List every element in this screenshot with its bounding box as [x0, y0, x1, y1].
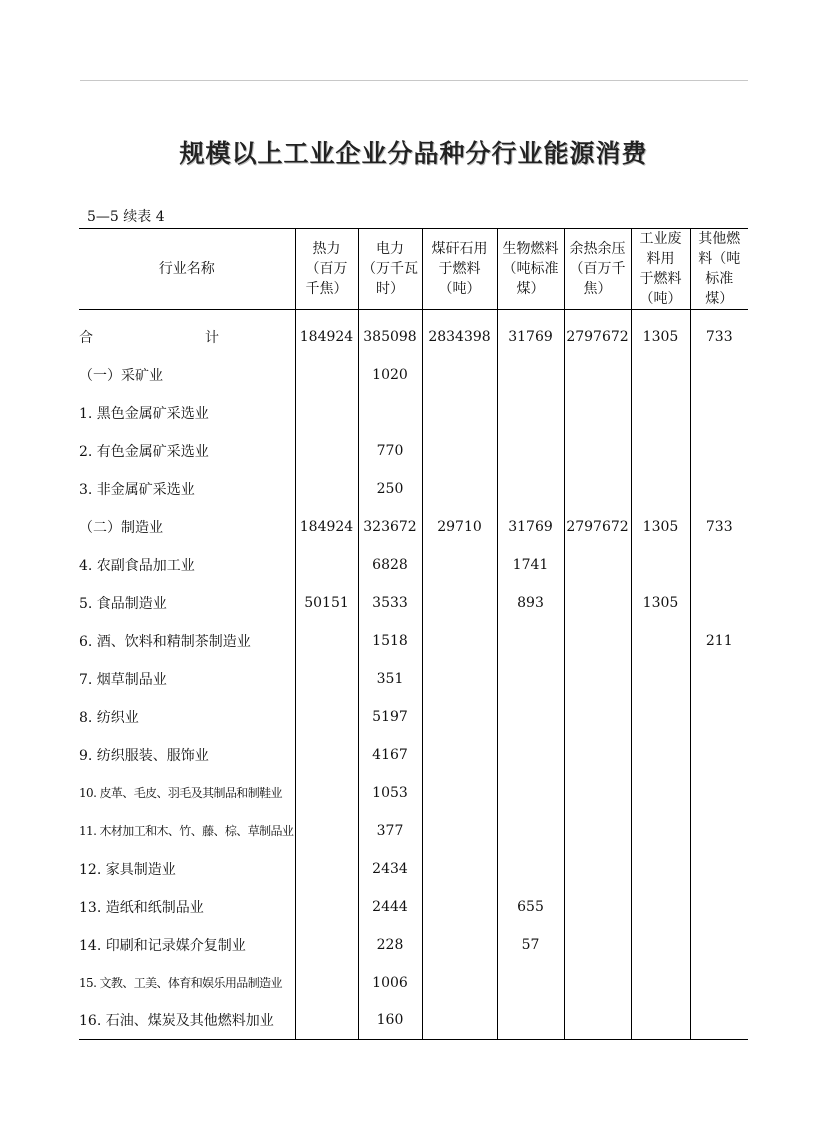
cell-electricity: 2434 [358, 850, 422, 888]
cell-waste-heat [564, 812, 631, 850]
cell-biofuel: 31769 [497, 508, 564, 546]
cell-other-fuel [690, 394, 748, 432]
cell-industrial-waste [631, 812, 690, 850]
header-biofuel: 生物燃料 （吨标准 煤） [497, 229, 564, 310]
industry-name: 15. 文教、工美、体育和娱乐用品制造业 [79, 976, 282, 990]
cell-biofuel [497, 470, 564, 508]
cell-electricity: 1006 [358, 964, 422, 1002]
cell-industrial-waste [631, 660, 690, 698]
table-row [79, 736, 748, 774]
cell-waste-heat [564, 660, 631, 698]
cell-heat [295, 774, 358, 812]
cell-industrial-waste: 1305 [631, 584, 690, 622]
header-coal-gangue: 煤矸石用 于燃料 （吨） [422, 229, 497, 310]
cell-coal-gangue: 29710 [422, 508, 497, 546]
cell-waste-heat [564, 1002, 631, 1040]
cell-coal-gangue [422, 660, 497, 698]
total-waste-heat: 2797672 [564, 310, 631, 356]
industry-name: 11. 木材加工和木、竹、藤、棕、草制品业 [79, 824, 294, 838]
cell-industrial-waste [631, 850, 690, 888]
cell-electricity: 6828 [358, 546, 422, 584]
cell-waste-heat [564, 470, 631, 508]
table-row [79, 470, 748, 508]
cell-heat [295, 736, 358, 774]
cell-waste-heat [564, 850, 631, 888]
industry-name: 6. 酒、饮料和精制茶制造业 [79, 633, 251, 650]
cell-biofuel: 57 [497, 926, 564, 964]
cell-heat [295, 394, 358, 432]
energy-consumption-table [79, 228, 748, 1040]
cell-waste-heat [564, 888, 631, 926]
cell-coal-gangue [422, 432, 497, 470]
cell-other-fuel [690, 356, 748, 394]
cell-other-fuel [690, 470, 748, 508]
header-industry: 行业名称 [79, 229, 295, 310]
cell-heat [295, 356, 358, 394]
cell-electricity: 323672 [358, 508, 422, 546]
cell-electricity: 1020 [358, 356, 422, 394]
cell-other-fuel: 733 [690, 508, 748, 546]
cell-coal-gangue [422, 774, 497, 812]
table-row [79, 508, 748, 546]
cell-coal-gangue [422, 546, 497, 584]
cell-waste-heat [564, 432, 631, 470]
industry-name: （一）采矿业 [79, 367, 163, 384]
cell-industrial-waste [631, 964, 690, 1002]
cell-waste-heat [564, 356, 631, 394]
total-coal-gangue: 2834398 [422, 310, 497, 356]
cell-other-fuel [690, 774, 748, 812]
total-row [79, 310, 748, 356]
cell-other-fuel [690, 926, 748, 964]
cell-heat [295, 1002, 358, 1040]
table-row [79, 622, 748, 660]
cell-electricity: 2444 [358, 888, 422, 926]
cell-biofuel [497, 736, 564, 774]
cell-heat [295, 888, 358, 926]
cell-coal-gangue [422, 964, 497, 1002]
cell-coal-gangue [422, 584, 497, 622]
industry-name: 10. 皮革、毛皮、羽毛及其制品和制鞋业 [79, 786, 282, 800]
cell-coal-gangue [422, 470, 497, 508]
industry-name: 3. 非金属矿采选业 [79, 481, 195, 498]
industry-name: （二）制造业 [79, 519, 163, 536]
cell-other-fuel: 211 [690, 622, 748, 660]
header-industrial-waste: 工业废 料用 于燃料 （吨） [631, 229, 690, 310]
cell-industrial-waste: 1305 [631, 508, 690, 546]
cell-coal-gangue [422, 812, 497, 850]
total-electricity: 385098 [358, 310, 422, 356]
cell-other-fuel [690, 1002, 748, 1040]
table-row [79, 546, 748, 584]
header-heat: 热力 （百万 千焦） [295, 229, 358, 310]
cell-other-fuel [690, 812, 748, 850]
cell-electricity: 770 [358, 432, 422, 470]
total-biofuel: 31769 [497, 310, 564, 356]
cell-electricity: 351 [358, 660, 422, 698]
cell-heat [295, 850, 358, 888]
cell-biofuel: 893 [497, 584, 564, 622]
cell-coal-gangue [422, 850, 497, 888]
cell-other-fuel [690, 584, 748, 622]
cell-industrial-waste [631, 926, 690, 964]
industry-name: 12. 家具制造业 [79, 861, 176, 878]
cell-waste-heat [564, 698, 631, 736]
industry-name: 16. 石油、煤炭及其他燃料加业 [79, 1002, 295, 1040]
cell-other-fuel [690, 888, 748, 926]
cell-other-fuel [690, 660, 748, 698]
cell-electricity: 250 [358, 470, 422, 508]
table-number: 5—5 续表 4 [87, 209, 165, 225]
cell-waste-heat [564, 736, 631, 774]
cell-coal-gangue [422, 736, 497, 774]
cell-heat [295, 546, 358, 584]
cell-other-fuel [690, 964, 748, 1002]
cell-industrial-waste [631, 774, 690, 812]
cell-biofuel [497, 850, 564, 888]
table-row [79, 660, 748, 698]
industry-name: 2. 有色金属矿采选业 [79, 443, 209, 460]
table-row [79, 888, 748, 926]
cell-biofuel: 1741 [497, 546, 564, 584]
cell-industrial-waste [631, 432, 690, 470]
cell-heat [295, 622, 358, 660]
table-row [79, 926, 748, 964]
cell-coal-gangue [422, 356, 497, 394]
cell-industrial-waste [631, 394, 690, 432]
table-row [79, 584, 748, 622]
cell-other-fuel [690, 546, 748, 584]
industry-name: 13. 造纸和纸制品业 [79, 899, 204, 916]
page-title: 规模以上工业企业分品种分行业能源消费 [179, 139, 648, 168]
cell-other-fuel [690, 736, 748, 774]
cell-waste-heat: 2797672 [564, 508, 631, 546]
cell-electricity: 4167 [358, 736, 422, 774]
cell-waste-heat [564, 394, 631, 432]
industry-name: 14. 印刷和记录媒介复制业 [79, 937, 246, 954]
cell-waste-heat [564, 584, 631, 622]
cell-heat: 184924 [295, 508, 358, 546]
table-row [79, 432, 748, 470]
cell-electricity: 160 [358, 1002, 422, 1040]
table-row [79, 356, 748, 394]
cell-other-fuel [690, 432, 748, 470]
cell-electricity: 377 [358, 812, 422, 850]
cell-biofuel [497, 1002, 564, 1040]
cell-electricity [358, 394, 422, 432]
cell-coal-gangue [422, 888, 497, 926]
cell-electricity: 3533 [358, 584, 422, 622]
cell-industrial-waste [631, 356, 690, 394]
cell-heat [295, 964, 358, 1002]
cell-electricity: 1053 [358, 774, 422, 812]
top-divider [80, 80, 748, 81]
cell-heat [295, 470, 358, 508]
table-row [79, 698, 748, 736]
table-row [79, 850, 748, 888]
cell-biofuel [497, 698, 564, 736]
cell-heat: 50151 [295, 584, 358, 622]
industry-name: 5. 食品制造业 [79, 595, 167, 612]
cell-biofuel [497, 622, 564, 660]
table-row [79, 774, 748, 812]
cell-industrial-waste [631, 698, 690, 736]
cell-electricity: 5197 [358, 698, 422, 736]
cell-biofuel [497, 394, 564, 432]
industry-name: 9. 纺织服装、服饰业 [79, 747, 209, 764]
cell-biofuel [497, 964, 564, 1002]
cell-coal-gangue [422, 1002, 497, 1040]
cell-industrial-waste [631, 470, 690, 508]
cell-biofuel: 655 [497, 888, 564, 926]
total-heat: 184924 [295, 310, 358, 356]
cell-industrial-waste [631, 736, 690, 774]
cell-electricity: 228 [358, 926, 422, 964]
cell-industrial-waste [631, 546, 690, 584]
total-industrial-waste: 1305 [631, 310, 690, 356]
table-row [79, 812, 748, 850]
cell-heat [295, 432, 358, 470]
header-electricity: 电力 （万千瓦 时） [358, 229, 422, 310]
cell-waste-heat [564, 546, 631, 584]
cell-heat [295, 698, 358, 736]
cell-waste-heat [564, 926, 631, 964]
cell-biofuel [497, 432, 564, 470]
cell-biofuel [497, 774, 564, 812]
cell-heat [295, 926, 358, 964]
cell-biofuel [497, 356, 564, 394]
header-row [79, 229, 748, 310]
cell-other-fuel [690, 698, 748, 736]
cell-heat [295, 660, 358, 698]
cell-waste-heat [564, 964, 631, 1002]
cell-waste-heat [564, 774, 631, 812]
cell-industrial-waste [631, 1002, 690, 1040]
cell-industrial-waste [631, 622, 690, 660]
cell-biofuel [497, 812, 564, 850]
industry-name: 1. 黑色金属矿采选业 [79, 405, 209, 422]
table-row [79, 964, 748, 1002]
cell-coal-gangue [422, 622, 497, 660]
cell-biofuel [497, 660, 564, 698]
total-label: 合 计 [79, 329, 219, 346]
industry-name: 4. 农副食品加工业 [79, 557, 195, 574]
header-waste-heat: 余热余压 （百万千 焦） [564, 229, 631, 310]
cell-coal-gangue [422, 394, 497, 432]
cell-coal-gangue [422, 698, 497, 736]
total-other-fuel: 733 [690, 310, 748, 356]
cell-coal-gangue [422, 926, 497, 964]
cell-electricity: 1518 [358, 622, 422, 660]
table-row [79, 394, 748, 432]
header-other-fuel: 其他燃 料（吨 标准 煤） [690, 229, 748, 310]
industry-name: 8. 纺织业 [79, 709, 139, 726]
cell-waste-heat [564, 622, 631, 660]
table-row [79, 1002, 748, 1040]
industry-name: 7. 烟草制品业 [79, 671, 167, 688]
cell-heat [295, 812, 358, 850]
cell-other-fuel [690, 850, 748, 888]
cell-industrial-waste [631, 888, 690, 926]
